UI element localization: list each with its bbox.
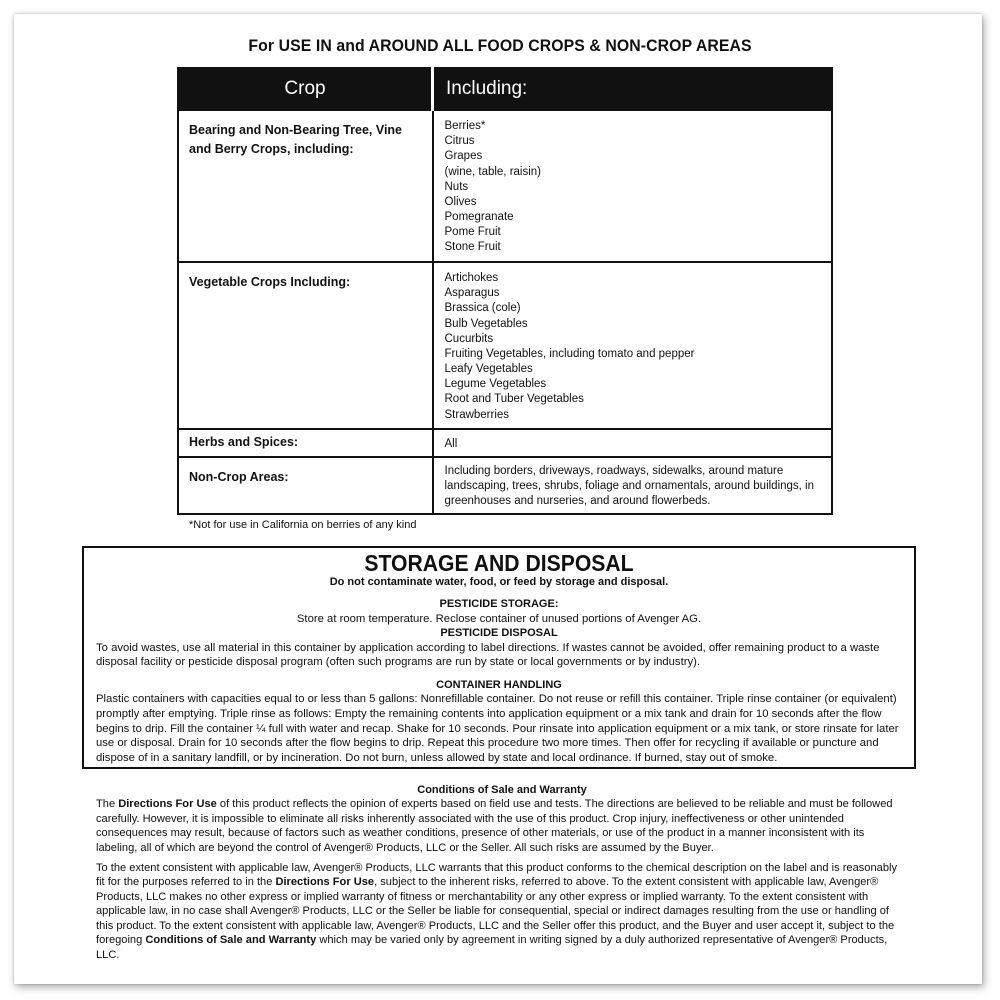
list-item: Legume Vegetables xyxy=(444,378,547,391)
container-handling-text: Plastic containers with capacities equal to or less than 5 gallons: Nonrefillable container. Do not reuse or refill this container. Triple rinse container (or equivalent) promptly after emptying. Triple rinse as follows: Empty the remaining contents into application equipment or a mix tank and drain for 10 seconds after the flow begins to drip. Fill the container ¼ full with water and recap. Shake for 10 seconds. Pour rinsate into application equipment or a mix tank, or store rinsate for later use or disposal. Drain for 10 seconds after the flow begins to drip. Repeat this procedure two more times. Then offer for recycling if available or puncture and dispose of in a sanitary landfill, or by incineration. Do not burn, unless allowed by state and local ordinance. If burned, stay out of smoke. xyxy=(96,693,899,765)
crop-table xyxy=(177,67,833,515)
column-header-including: Including: xyxy=(433,68,833,110)
storage-title: STORAGE AND DISPOSAL xyxy=(364,550,634,576)
crop-cell: Vegetable Crops Including: xyxy=(178,262,433,429)
list-item: Nuts xyxy=(444,180,469,193)
table-row xyxy=(178,110,832,262)
including-cell xyxy=(433,429,833,457)
pesticide-disposal-text: To avoid wastes, use all material in this container by application according to label directions. If wastes cannot be avoided, offer remaining product to a waste disposal facility or pesticide disposal program (often such programs are run by state or local governments or by industry). xyxy=(96,641,880,669)
list-item: Pome Fruit xyxy=(444,226,501,239)
warranty-paragraph-2 xyxy=(96,861,908,962)
list-item: Fruiting Vegetables, including tomato and pepper xyxy=(444,347,695,360)
column-header-crop: Crop xyxy=(178,68,433,110)
list-item: Cucurbits xyxy=(444,332,494,345)
text-run: which may be varied only by agreement in writing signed by a duly authorized representative of Avenger® Products, LLC. xyxy=(96,934,888,961)
text-run-bold: Directions For Use xyxy=(275,876,375,889)
storage-disposal-box xyxy=(82,546,916,769)
warranty-paragraph-1 xyxy=(96,797,908,855)
text-run-bold: Directions For Use xyxy=(118,798,217,811)
including-cell xyxy=(433,262,833,429)
table-row xyxy=(178,457,832,514)
crop-cell: Herbs and Spices: xyxy=(178,429,433,457)
including-cell xyxy=(433,110,833,262)
list-item: (wine, table, raisin) xyxy=(444,165,542,178)
list-item: Asparagus xyxy=(444,287,500,300)
warranty-section xyxy=(96,783,908,962)
text-run: To the extent consistent with applicable law, Avenger® Products, LLC warrants that this product conforms to the chemical description on the label and is reasonably fit for the purposes referred to in the xyxy=(96,861,897,889)
list-item: Pomegranate xyxy=(444,211,514,224)
table-row xyxy=(178,262,832,429)
crop-cell: Non-Crop Areas: xyxy=(178,457,433,514)
list-item: Bulb Vegetables xyxy=(444,317,528,330)
non-crop-text: Including borders, driveways, roadways, sidewalks, around mature landscaping, trees, shrubs, foliage and ornamentals, around buildings, in greenhouses and nurseries, and around flowerbeds. xyxy=(444,465,815,508)
warranty-heading: Conditions of Sale and Warranty xyxy=(417,784,587,796)
text-run: of this product reflects the opinion of experts based on field use and tests. The directions are believed to be reliable and must be followed carefully. However, it is impossible to eliminate all risks inherently associated with the use of this product. Crop injury, ineffectiveness or other unintended consequences may result, because of factors such as weather conditions, presence of other materials, or use of the product in a manner inconsistent with its labeling, all of which are beyond the control of Avenger® Products, LLC or the Seller. All such risks are assumed by the Buyer. xyxy=(96,798,893,854)
footnote: *Not for use in California on berries of any kind xyxy=(189,519,417,531)
text-run: The xyxy=(96,798,119,811)
storage-subtitle: Do not contaminate water, food, or feed by storage and disposal. xyxy=(329,576,669,589)
list-item: Root and Tuber Vegetables xyxy=(444,393,584,406)
list-item: Leafy Vegetables xyxy=(444,363,533,376)
list-item: Olives xyxy=(444,195,477,208)
list-item: Strawberries xyxy=(444,408,510,421)
text-run: , subject to the inherent risks, referred to above. To the extent consistent with applicable law, Avenger® Products, LLC makes no other express or implied warranty of fitness or merchantability or any other express or implied warranty. To the extent consistent with applicable law, in no case shall Avenger® Products, LLC or the Seller be liable for consequential, special or indirect damages resulting from the use or handling of this product. To the extent consistent with applicable law, Avenger® Products, LLC and the Seller offer this product, and the Buyer and user accept it, subject to the foregoing xyxy=(96,876,895,947)
list-item: Artichokes xyxy=(444,272,499,284)
including-cell xyxy=(433,457,833,514)
list-item: Stone Fruit xyxy=(444,241,501,254)
container-handling-heading: CONTAINER HANDLING xyxy=(436,679,562,692)
pesticide-disposal-heading: PESTICIDE DISPOSAL xyxy=(440,627,558,640)
pesticide-storage-heading: PESTICIDE STORAGE: xyxy=(439,598,559,611)
list-item: Brassica (cole) xyxy=(444,302,521,315)
table-header-row xyxy=(178,68,832,110)
table-row xyxy=(178,429,832,457)
list-item: All xyxy=(444,438,458,450)
pesticide-storage-text: Store at room temperature. Reclose container of unused portions of Avenger AG. xyxy=(296,612,702,625)
text-run-bold: Conditions of Sale and Warranty xyxy=(145,934,317,947)
list-item: Grapes xyxy=(444,150,483,163)
list-item: Citrus xyxy=(444,135,475,148)
list-item: Berries* xyxy=(444,120,486,132)
page-title: For USE IN and AROUND ALL FOOD CROPS & NON-CROP AREAS xyxy=(248,36,752,55)
crop-cell: Bearing and Non-Bearing Tree, Vine and Berry Crops, including: xyxy=(178,110,433,262)
